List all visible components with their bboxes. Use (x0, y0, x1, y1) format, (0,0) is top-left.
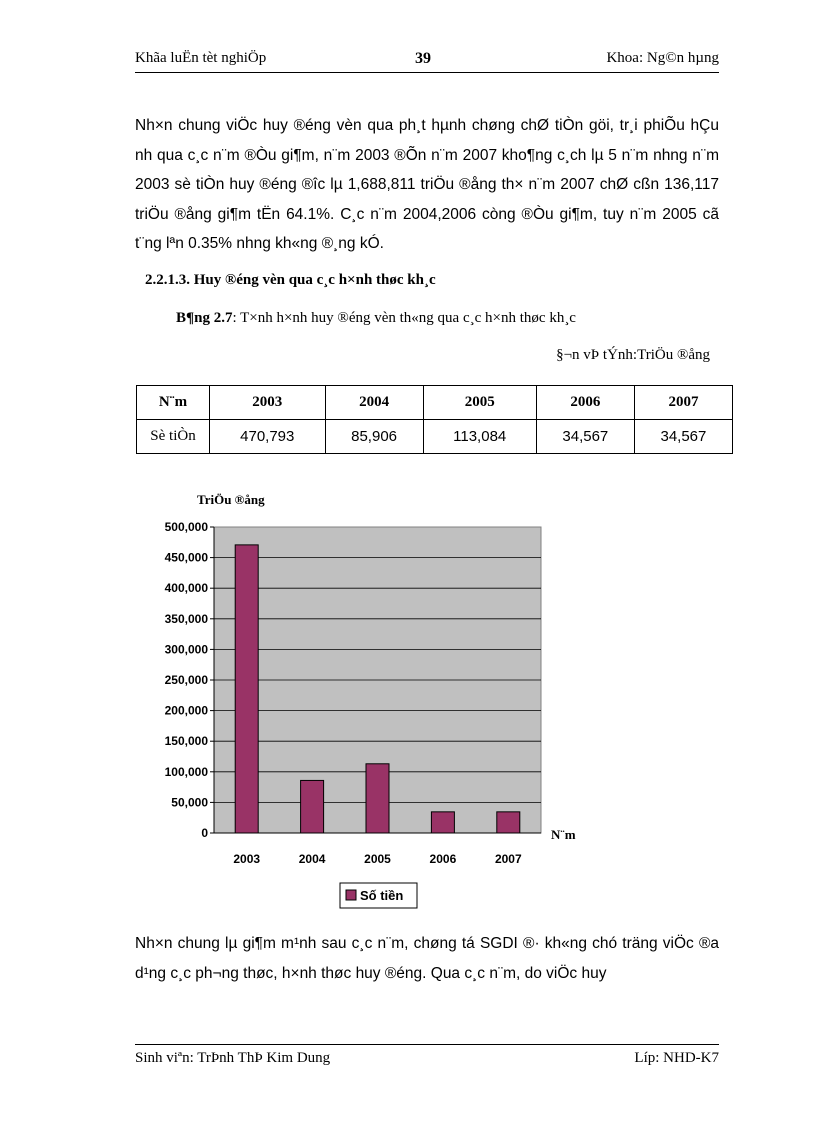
x-tick-label: 2007 (494, 852, 522, 866)
funding-table (136, 385, 733, 454)
table-header-cell: N¨m (137, 386, 210, 420)
table-header-cell: 2003 (210, 386, 326, 420)
y-axis-title: TriÖu ®ång (197, 492, 265, 507)
table-caption-label: B¶ng 2.7 (176, 310, 233, 326)
footer-student: Sinh viªn: TrÞnh ThÞ Kim Dung (135, 1050, 331, 1066)
page-footer (135, 1044, 719, 1066)
y-tick-label: 450,000 (164, 550, 208, 565)
table-caption-text: : T×nh h×nh huy ®éng vèn th«ng qua c¸c h×nh thøc kh¸c (232, 310, 576, 326)
bar (366, 764, 389, 833)
section-heading: 2.2.1.3. Huy ®éng vèn qua c¸c h×nh thøc kh¸c (145, 272, 436, 288)
x-tick-label: 2003 (233, 852, 261, 866)
table-row-label: Sè tiÒn (137, 420, 210, 454)
y-tick-label: 200,000 (164, 703, 208, 718)
page-header (135, 50, 719, 73)
header-thesis-title: Khãa luËn tèt nghiÖp (135, 50, 267, 66)
y-tick-label: 350,000 (164, 611, 208, 626)
table-header-cell: 2007 (634, 386, 732, 420)
legend-swatch (346, 890, 356, 900)
y-tick-label: 0 (201, 826, 208, 840)
table-header-cell: 2006 (536, 386, 634, 420)
table-cell: 85,906 (325, 420, 423, 454)
table-row (137, 420, 733, 454)
y-tick-label: 400,000 (164, 581, 208, 596)
bar (431, 812, 454, 833)
funding-bar-chart (135, 480, 735, 920)
y-tick-label: 100,000 (164, 764, 208, 779)
x-tick-label: 2005 (364, 852, 391, 866)
table-caption (176, 310, 576, 327)
y-tick-label: 300,000 (164, 642, 208, 657)
y-tick-label: 250,000 (164, 673, 208, 687)
table-cell: 470,793 (210, 420, 326, 454)
table-cell: 34,567 (536, 420, 634, 454)
table-header-cell: 2005 (423, 386, 536, 420)
unit-note: §¬n vÞ tÝnh:TriÖu ®ång (556, 347, 710, 363)
conclusion-paragraph: Nh×n chung lµ gi¶m m¹nh sau c¸c n¨m, chøng tá SGDI ®· kh«ng chó träng viÖc ®a d¹ng c¸c ph¬ng thøc, h×nh thøc huy ®éng. Qua c¸c n¨m, do viÖc huy (135, 935, 719, 982)
table-cell: 113,084 (423, 420, 536, 454)
intro-paragraph: Nh×n chung viÖc huy ®éng vèn qua ph¸t hµnh chøng chØ tiÒn göi, tr¸i phiÕu hÇu nh qua c¸c n¨m ®Òu gi¶m, n¨m 2003 ®Õn n¨m 2007 kho¶ng c¸ch lµ 5 n¨m nhng n¨m 2003 sè tiÒn huy ®éng ®îc lµ 1,688,811 triÖu ®ång th× n¨m 2007 chØ cßn 136,117 triÖu ®ång gi¶m tËn 64.1%. C¸c n¨m 2004,2006 còng ®Òu gi¶m, tuy n¨m 2005 cã t¨ng lªn 0.35% nhng kh«ng ®¸ng kÓ. (135, 117, 719, 252)
bar (235, 545, 258, 833)
y-tick-label: 150,000 (164, 734, 208, 749)
y-tick-label: 500,000 (164, 520, 208, 534)
x-tick-label: 2006 (429, 852, 457, 866)
legend-label: Số tiền (360, 888, 404, 903)
bar (497, 812, 520, 833)
bar (301, 780, 324, 833)
table-cell: 34,567 (634, 420, 732, 454)
x-tick-label: 2004 (298, 852, 326, 866)
table-header-cell: 2004 (325, 386, 423, 420)
page-number: 39 (415, 50, 431, 67)
footer-class: Líp: NHD-K7 (634, 1050, 719, 1066)
header-faculty: Khoa: Ng©n hµng (606, 50, 719, 66)
y-tick-label: 50,000 (171, 795, 208, 810)
x-axis-title: N¨m (551, 827, 576, 842)
table-header-row (137, 386, 733, 420)
